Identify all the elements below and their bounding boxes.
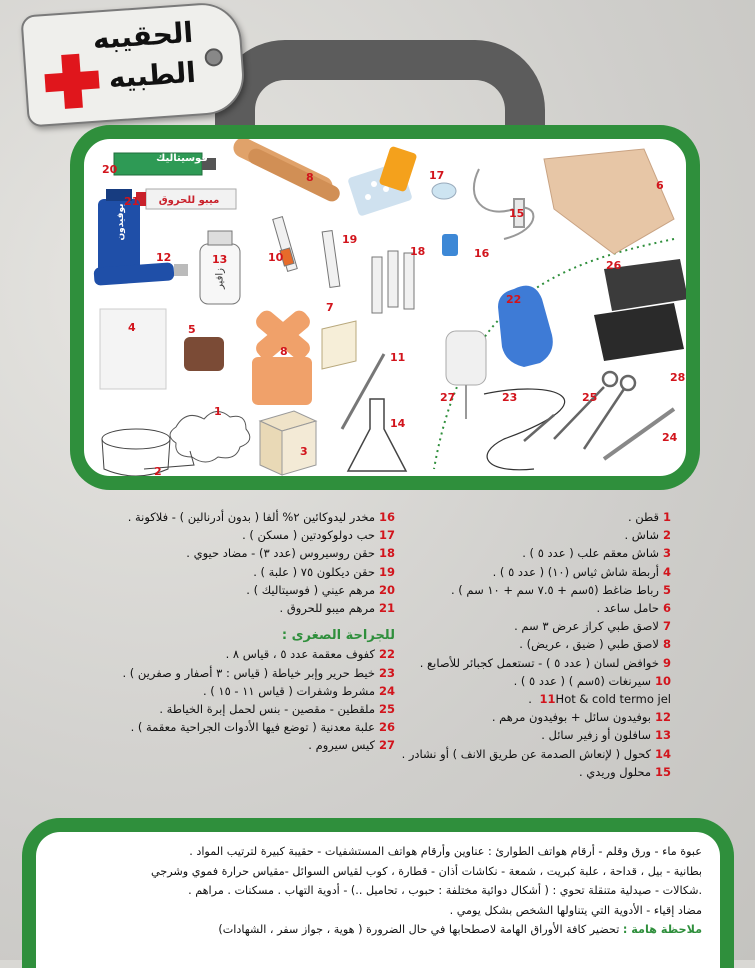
extra-items-text [42, 842, 702, 940]
tape-roll-icon [322, 321, 356, 369]
surgery-list-item [65, 664, 395, 682]
item-text: شاش معقم علب ( عدد ٥ ) . [522, 546, 659, 561]
num-7: 7 [326, 301, 334, 314]
num-10: 10 [268, 251, 284, 264]
item-text: Hot & cold termo jel . [528, 692, 671, 707]
item-number: 19 [378, 564, 395, 579]
item-number: 17 [378, 528, 395, 543]
left-list-item [65, 544, 395, 562]
item-number: 21 [378, 601, 395, 616]
item-number: 22 [378, 647, 395, 662]
num-17: 17 [429, 169, 445, 182]
tag-hole-icon [204, 48, 223, 67]
item-number: 20 [378, 582, 395, 597]
item-number: 24 [378, 683, 395, 698]
right-list-item [371, 726, 671, 744]
item-text: رباط ضاغط (٥سم + ٧.٥ سم + ١٠ سم ) . [450, 582, 659, 597]
item-text: ملقطين - مقصين - بنس لحمل إبرة الخياطة . [159, 702, 375, 717]
lidocaine-vial-icon [442, 234, 458, 256]
item-text: مرهم ميبو للحروق . [279, 601, 375, 616]
right-list-item [371, 654, 671, 672]
num-14: 14 [390, 417, 406, 430]
item-number: 26 [378, 720, 395, 735]
item-text: قطن . [627, 510, 659, 524]
alcohol-flask-icon [348, 399, 406, 471]
item-text: أربطة شاش ثياس (١٠) ( عدد ٥ ) . [492, 564, 659, 579]
left-list-item [65, 599, 395, 617]
surgery-list-item [65, 682, 395, 700]
item-number: 16 [378, 510, 395, 524]
item-text: حب دولوكودتين ( مسكن ) . [242, 528, 375, 543]
num-6: 6 [656, 179, 664, 192]
item-number: 10 [654, 673, 671, 688]
num-28: 28 [670, 371, 686, 384]
item-number: 2 [662, 528, 671, 543]
arm-sling-icon [544, 149, 674, 254]
item-text: خوافض لسان ( عدد ٥ ) - تستعمل كجبائر للأصابع . [419, 655, 659, 670]
right-list-item [371, 563, 671, 581]
cotton-icon [170, 411, 250, 462]
num-19: 19 [342, 233, 358, 246]
item-text: حقن ديكلون ٧٥ ( علبة ) . [253, 564, 375, 579]
surgery-list-item [65, 645, 395, 663]
left-list-item [65, 563, 395, 581]
item-number: 23 [378, 665, 395, 680]
thermometer-icon [342, 354, 384, 429]
extra-line-4: مضاد إقياء - الأدوية التي يتناولها الشخص بشكل يومي . [449, 903, 702, 917]
item-number: 1 [662, 510, 671, 524]
scissors-forceps-icon [524, 372, 635, 449]
item-text: حقن روسيروس (عدد ٣) - مضاد حيوي . [186, 546, 375, 561]
extra-line-1: عبوة ماء - ورق وقلم - أرقام هواتف الطوارئ : عناوين وأرقام هواتف المستشفيات - حقيبة كبيرة لترتيب المواد . [189, 845, 702, 858]
num-21: 21 [124, 195, 140, 208]
item-text: لاصق طبي ( ضيق ، عريض) . [519, 637, 659, 652]
num-15: 15 [509, 207, 525, 220]
supplies-illustration [84, 139, 686, 476]
item-text: شاش . [624, 528, 659, 543]
item-number: 25 [378, 702, 395, 717]
left-list [65, 508, 395, 755]
right-list-item [371, 508, 671, 526]
elastic-bandage-icon [184, 337, 224, 371]
right-list-item [371, 526, 671, 544]
right-list-item [371, 708, 671, 726]
note-line [42, 920, 702, 940]
item-number: 18 [378, 546, 395, 561]
note-text: تحضير كافة الأوراق الهامة لاصطحابها في حال الضرورة ( هوية ، جواز سفر ، الشهادات) [218, 923, 620, 936]
surgery-heading: للجراحة الصغرى : [281, 628, 395, 644]
item-number: 8 [662, 637, 671, 652]
right-list-item [371, 635, 671, 653]
item-number: 15 [654, 764, 671, 779]
right-list-item [371, 690, 671, 708]
item-number: 11 [539, 692, 556, 707]
num-25: 25 [582, 391, 598, 404]
num-24: 24 [662, 431, 678, 444]
left-list-item [65, 526, 395, 544]
item-text: خيط حرير وإبر خياطة ( قياس : ٣ أصفار و صفرين ) . [122, 665, 375, 680]
title-tag [20, 0, 246, 127]
item-text: حامل ساعد . [596, 601, 659, 616]
title-line-1: الحقيبه [91, 15, 195, 56]
item-text: مخدر ليدوكائين ٢% ألفا ( بدون أدرنالين ) - فلاكونة . [127, 510, 375, 524]
bag-illustration-panel [70, 125, 700, 490]
surgery-list-item [65, 700, 395, 718]
right-list-item [371, 672, 671, 690]
item-number: 13 [654, 728, 671, 743]
num-26: 26 [606, 259, 622, 272]
red-cross-icon [43, 53, 101, 111]
item-text: محلول وريدي . [578, 764, 651, 779]
num-13: 13 [212, 253, 228, 266]
item-text: مشرط وشفرات ( قياس ١١ - ١٥ ) . [202, 683, 375, 698]
right-list-item [371, 544, 671, 562]
right-list-item [371, 581, 671, 599]
right-list-item [371, 745, 671, 763]
surgery-list-item [65, 718, 395, 736]
num-18: 18 [410, 245, 426, 258]
item-number: 12 [654, 710, 671, 725]
num-5: 5 [188, 323, 196, 336]
item-text: علبة معدنية ( توضع فيها الأدوات الجراحية معقمة ) . [130, 720, 375, 735]
item-number: 6 [662, 601, 671, 616]
num-16: 16 [474, 247, 490, 260]
label-mebo: ميبو للحروق [158, 195, 220, 206]
item-text: كيس سيروم . [308, 738, 375, 753]
label-fucidin: فوسيتاليك [156, 153, 208, 164]
num-8-plaster: 8 [280, 345, 288, 358]
item-text: كحول ( لإنعاش الصدمة عن طريق الانف ) أو نشادر . [401, 746, 651, 761]
surgery-list-item [65, 736, 395, 754]
left-list-item [65, 581, 395, 599]
num-4: 4 [128, 321, 136, 334]
left-list-item [65, 508, 395, 526]
num-8-top: 8 [306, 171, 314, 184]
item-text: لاصق طبي كراز عرض ٣ سم . [514, 619, 659, 634]
extra-line-3: .شكالات - صيدلية متنقلة تحوي : ( أشكال دوائية مختلفة : حبوب ، تحاميل ..) - أدوية التهاب . مسكنات . مراهم . [188, 884, 702, 897]
title-line-2: الطبيه [107, 55, 197, 95]
right-list-item [371, 599, 671, 617]
item-text: سيرنغات (٥سم ) ( عدد ٥ ) . [513, 673, 651, 688]
item-text: كفوف معقمة عدد ٥ ، قياس ٨ . [225, 647, 375, 662]
item-number: 14 [654, 746, 671, 761]
item-number: 9 [662, 655, 671, 670]
num-27: 27 [440, 391, 456, 404]
note-label: ملاحظة هامة : [622, 923, 702, 936]
item-number: 27 [378, 738, 395, 753]
item-text: بوفيدون سائل + بوفيدون مرهم . [491, 710, 651, 725]
gauze-box-icon [260, 411, 316, 475]
syringes-icon [273, 217, 414, 313]
num-12: 12 [156, 251, 172, 264]
iv-set-icon [474, 169, 534, 239]
item-text: مرهم عيني ( فوسيتاليك ) . [246, 582, 375, 597]
right-list-item [371, 763, 671, 781]
extra-items-panel [22, 818, 734, 968]
right-list [371, 508, 671, 781]
item-text: سافلون أو زفير سائل . [541, 728, 651, 743]
item-number: 5 [662, 582, 671, 597]
label-betadine: بوفيدون [116, 203, 126, 241]
num-11: 11 [390, 351, 406, 364]
right-list-item [371, 617, 671, 635]
num-2: 2 [154, 465, 162, 478]
label-zefir: زافير [214, 268, 226, 289]
extra-line-2: بطانية - بيل ، قداحة ، علبة كبريت ، شمعة - نكاشات أذان - قطارة ، كوب لقياس السوائل -مقياس حرارة فموي وشرجي [150, 864, 702, 878]
suture-icon [484, 389, 565, 470]
num-20: 20 [102, 163, 118, 176]
num-23: 23 [502, 391, 518, 404]
item-number: 7 [662, 619, 671, 634]
num-3: 3 [300, 445, 308, 458]
iv-bag-icon [446, 331, 486, 419]
instrument-box-icon [594, 259, 686, 361]
num-22: 22 [506, 293, 522, 306]
num-1: 1 [214, 405, 222, 418]
item-number: 4 [662, 564, 671, 579]
item-number: 3 [662, 546, 671, 561]
tongue-depressor-icon [230, 139, 342, 204]
